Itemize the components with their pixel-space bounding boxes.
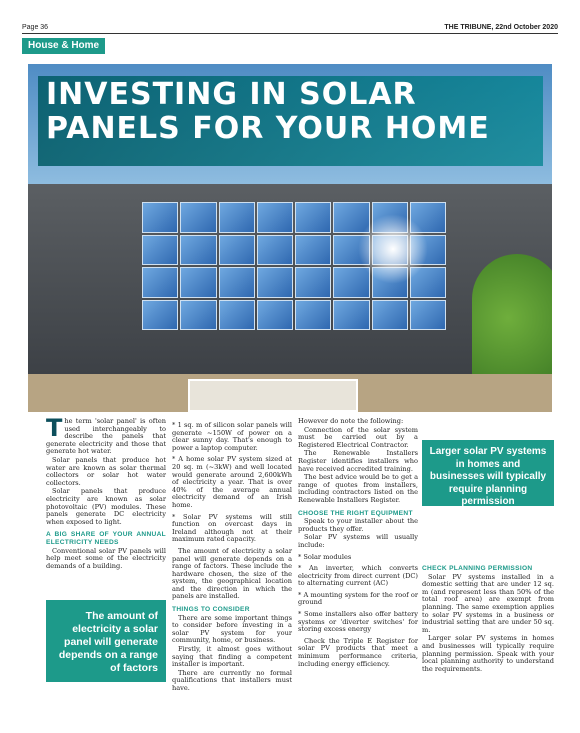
paragraph: Speak to your installer about the products they offer. (298, 517, 418, 533)
drop-cap: T (46, 414, 63, 442)
pull-quote-2: Larger solar PV systems in homes and businesses will typically require planning permission (422, 440, 554, 506)
subheading: CHECK PLANNING PERMISSION (422, 565, 533, 572)
column-2 (172, 418, 292, 694)
hero-image (28, 64, 552, 412)
bullet: * An inverter, which converts electricity from direct current (DC) to alternating current (AC) (298, 564, 418, 588)
bullet: * A home solar PV system sized at 20 sq. m (~3kW) and well located would generate around 2,600kWh of electricity a year. That is over 40% of the average annual electricity demand of an Irish home. (172, 455, 292, 509)
subheading: CHOOSE THE RIGHT EQUIPMENT (298, 509, 413, 517)
publication-date: THE TRIBUNE, 22nd October 2020 (444, 24, 558, 31)
article-title: INVESTING IN SOLAR PANELS FOR YOUR HOME (46, 77, 490, 146)
paragraph: Conventional solar PV panels will help meet some of the electricity demands of a building. (46, 546, 166, 570)
column-4 (422, 560, 554, 674)
column-3 (298, 418, 418, 669)
paragraph: Firstly, it almost goes without saying that finding a competent installer is important. (172, 645, 292, 669)
paragraph: There are currently no formal qualifications that installers must have. (172, 668, 292, 692)
sun-glare (358, 214, 428, 284)
paragraph: The amount of electricity a solar panel will generate depends on a range of factors. These include the hardware chosen, the size of the system, the geographical location and the direction in which the panels are installed. (172, 546, 292, 601)
paragraph: Solar panels that produce hot water are known as solar thermal collectors or solar hot water collectors. (46, 455, 166, 487)
column-1 (46, 414, 166, 571)
bullet: * 1 sq. m of silicon solar panels will generate ~150W of power on a clear sunny day. That's enough to power a laptop computer. (172, 421, 292, 452)
paragraph: However do note the following: (298, 417, 404, 425)
bullet: * Solar modules (298, 552, 352, 561)
paragraph: Solar PV systems installed in a domestic setting that are under 12 sq. m (and represent less than 50% of the total roof area) are exempt from planning. The same exemption applies to solar PV systems in a business or industrial setting that are under 50 sq. m. (422, 572, 554, 634)
page-header (22, 20, 558, 34)
intro-paragraph: The term 'solar panel' is often used interchangeably to describe the panels that generate electricity and those that generate hot water. (46, 414, 166, 456)
paragraph: The Renewable Installers Register identifies installers who have received accredited training. (298, 449, 418, 473)
paragraph: Larger solar PV systems in homes and businesses will typically require planning permission. Speak with your local planning authority to understand the requirements. (422, 634, 554, 673)
bullet: * Some installers also offer battery systems or 'diverter switches' for storing excess energy (298, 610, 418, 634)
paragraph: Solar PV systems will usually include: (298, 533, 418, 549)
subheading: THINGS TO CONSIDER (172, 606, 250, 614)
paragraph: There are some important things to consider before investing in a solar PV system for your community, home, or business. (172, 613, 292, 645)
house-window (188, 379, 358, 412)
section-tag: House & Home (22, 38, 105, 54)
paragraph: The best advice would be to get a range of quotes from installers, including contractors listed on the Renewable Installers Register. (298, 473, 418, 504)
paragraph: Connection of the solar system must be carried out by a Registered Electrical Contractor. (298, 425, 418, 449)
pull-quote-1: The amount of electricity a solar panel will generate depends on a range of factors (46, 600, 166, 682)
page-number: Page 36 (22, 24, 49, 31)
bullet: * Solar PV systems will still function on overcast days in Ireland although not at their maximum rated capacity. (172, 512, 292, 544)
bullet: * A mounting system for the roof or ground (298, 590, 418, 607)
subheading: A BIG SHARE OF YOUR ANNUAL ELECTRICITY NEEDS (46, 531, 166, 546)
paragraph: Check the Triple E Register for solar PV products that meet a minimum performance criteria, including energy efficiency. (298, 636, 418, 668)
paragraph: Solar panels that produce electricity are known as solar photovoltaic (PV) modules. These panels generate DC electricity when exposed to light. (46, 487, 166, 526)
